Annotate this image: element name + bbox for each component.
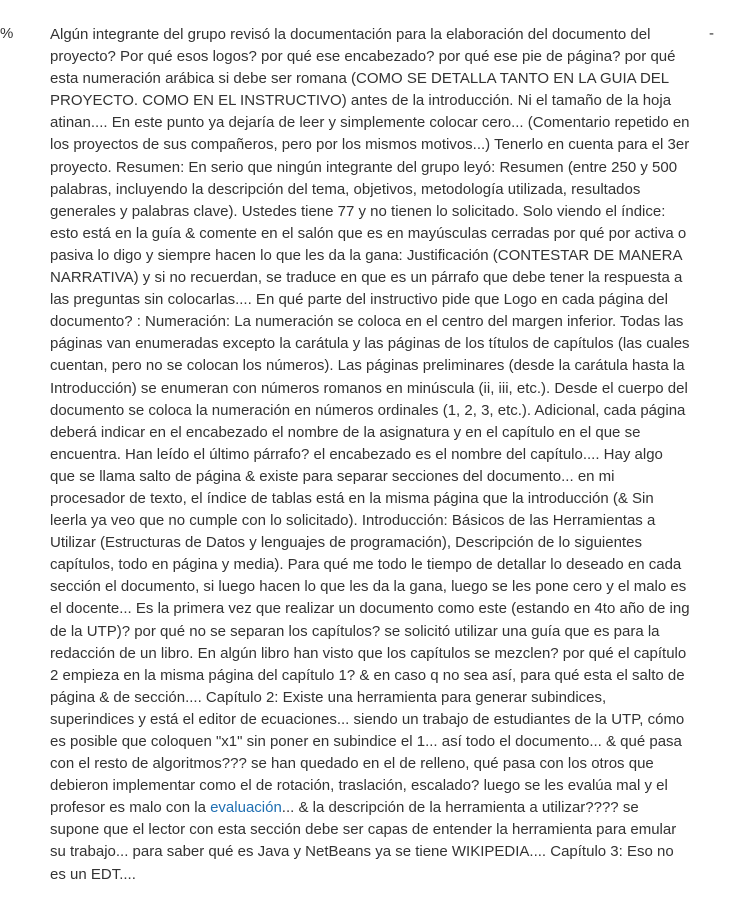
evaluation-link[interactable]: evaluación — [210, 799, 282, 817]
percentage-cell: % — [0, 25, 14, 42]
contribution-cell: - — [709, 25, 714, 42]
feedback-text — [50, 24, 690, 886]
feedback-text-part-2: ... & la descripción de la herramienta a utilizar???? se supone que el lector con esta sección debe ser capas de entender la herramienta para emular su trabajo... para saber qué es Java y NetBeans ya se tiene WIKIPEDIA.... Capítulo 3: Eso no es un EDT.... — [50, 799, 677, 883]
feedback-text-part-1: Algún integrante del grupo revisó la documentación para la elaboración del documento del proyecto? Por qué esos logos? por qué ese encabezado? por qué ese pie de página? por qué esta numeración arábica si debe ser romana (COMO SE DETALLA TANTO EN LA GUIA DEL PROYECTO. COMO EN EL INSTRUCTIVO) antes de la introducción. Ni el tamaño de la hoja atinan.... En este punto ya dejaría de leer y simplemente colocar cero... (Comentario repetido en los proyectos de sus compañeros, pero por los mismos motivos...) Tenerlo en cuenta para el 3er proyecto. Resumen: En serio que ningún integrante del grupo leyó: Resumen (entre 250 y 500 palabras, incluyendo la descripción del tema, objetivos, metodología utilizada, resultados generales y palabras clave). Ustedes tiene 77 y no tienen lo solicitado. Solo viendo el índice: esto está en la guía & comente en el salón que es en mayúsculas cerradas por qué por activa o pasiva lo digo y siempre hacen lo que les da la gana: Justificación (CONTESTAR DE MANERA NARRATIVA) y si no recuerdan, se traduce en que es un párrafo que debe tener la respuesta a las preguntas sin colocarlas.... En qué parte del instructivo pide que Logo en cada página del documento? : Numeración: La numeración se coloca en el centro del margen inferior. Todas las páginas van enumeradas excepto la carátula y las páginas de los títulos de capítulos (las cuales cuentan, pero no se colocan los números). Las páginas preliminares (desde la carátula hasta la Introducción) se enumeran con números romanos en minúscula (ii, iii, etc.). Desde el cuerpo del documento se coloca la numeración en números ordinales (1, 2, 3, etc.). Adicional, cada página deberá indicar en el encabezado el nombre de la asignatura y en el capítulo en el que se encuentra. Han leído el último párrafo? el encabezado es el nombre del capítulo.... Hay algo que se llama salto de página & existe para separar secciones del documento... en mi procesador de texto, el índice de tablas está en la misma página que la introducción (& Sin leerla ya veo que no cumple con lo solicitado). Introducción: Básicos de las Herramientas a Utilizar (Estructuras de Datos y lenguajes de programación), Descripción de lo siguientes capítulos, todo en página y media). Para qué me todo le tiempo de detallar lo deseado en cada sección el documento, si luego hacen lo que les da la gana, luego se les pone cero y el malo es el docente... Es la primera vez que realizar un documento como este (estando en 4to año de ing de la UTP)? por qué no se separan los capítulos? se solicitó utilizar una guía que es para la redacción de un libro. En algún libro han visto que los capítulos se mezclen? por qué el capítulo 2 empieza en la misma página del capítulo 1? & en caso q no sea así, para qué esta el salto de página & de sección.... Capítulo 2: Existe una herramienta para generar subindices, superindices y está el editor de ecuaciones... siendo un trabajo de estudiantes de la UTP, cómo es posible que coloquen "x1" sin poner en subindice el 1... así todo el documento... & qué pasa con el resto de algoritmos??? se han quedado en el de relleno, qué pasa con los otros que debieron implementar como el de rotación, traslación, escalado? luego se les evalúa mal y el profesor es malo con la — [50, 26, 690, 817]
feedback-cell — [50, 24, 690, 886]
